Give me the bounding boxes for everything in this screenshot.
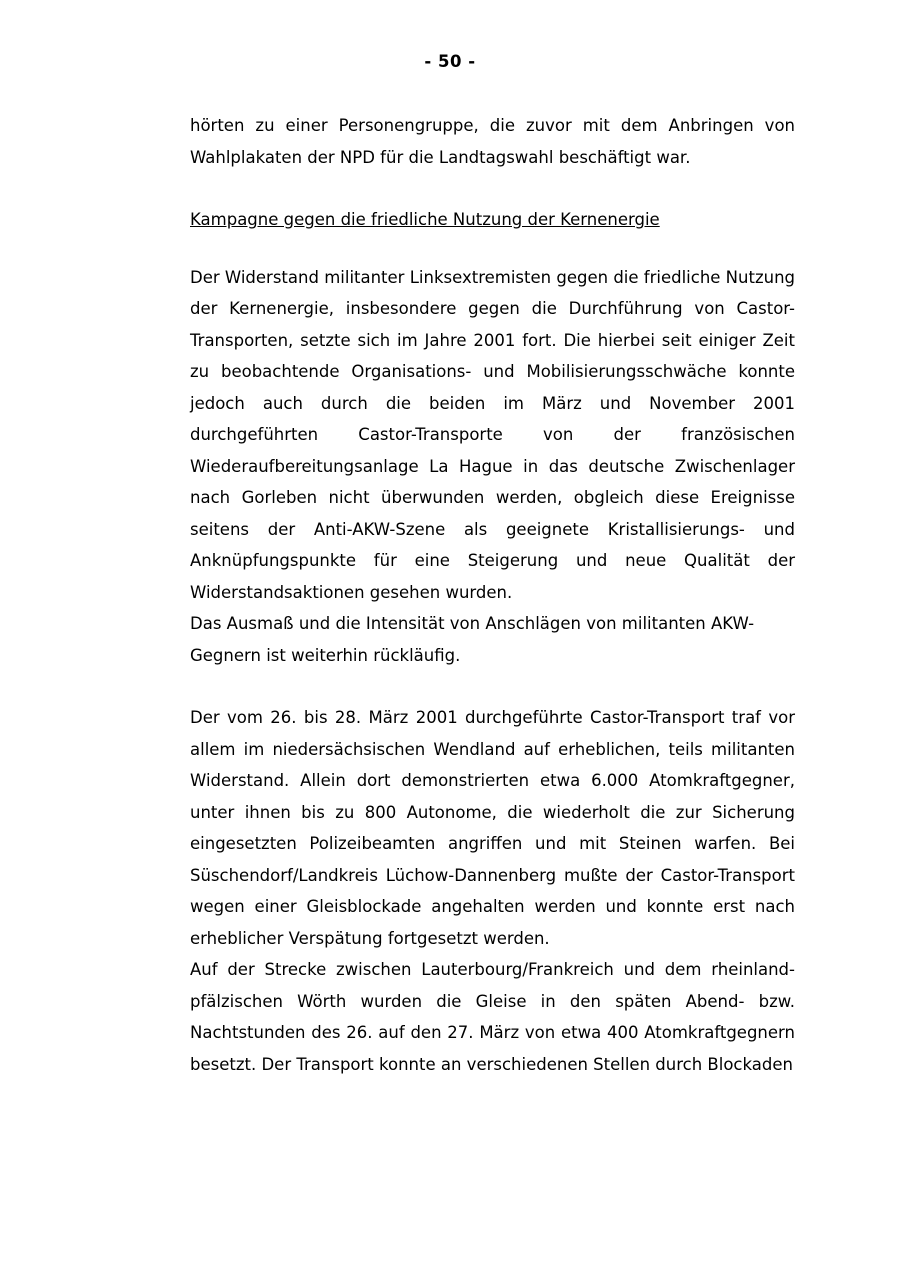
- spacer: [190, 236, 795, 262]
- paragraph-lauterbourg: Auf der Strecke zwischen Lauterbourg/Frankreich und dem rheinland-pfälzischen Wörth wurden die Gleise in den späten Abend- bzw. Nachtstunden des 26. auf den 27. März von etwa 400 Atomkraftgegnern besetzt. Der Transport konnte an verschiedenen Stellen durch Blockaden: [190, 960, 795, 1074]
- paragraph-wahlplakate: hörten zu einer Personengruppe, die zuvor mit dem Anbringen von Wahlplakaten der NPD für die Landtagswahl beschäftigt war.: [190, 116, 795, 167]
- section-heading-kampagne: Kampagne gegen die friedliche Nutzung der Kernenergie: [190, 210, 660, 229]
- page-number: - 50 -: [424, 52, 476, 71]
- spacer: [190, 671, 795, 702]
- paragraph-ausmass: Das Ausmaß und die Intensität von Anschlägen von militanten AKW-Gegnern ist weiterhin rückläufig.: [190, 614, 755, 665]
- paragraph-widerstand: Der Widerstand militanter Linksextremisten gegen die friedliche Nutzung der Kernenergie, insbesondere gegen die Durchführung von Castor-Transporten, setzte sich im Jahre 2001 fort. Die hierbei seit einiger Zeit zu beobachtende Organisations- und Mobilisierungsschwäche konnte jedoch auch durch die beiden im März und November 2001 durchgeführten Castor-Transporte von der französischen Wiederaufbereitungsanlage La Hague in das deutsche Zwischenlager nach Gorleben nicht überwunden werden, obgleich diese Ereignisse seitens der Anti-AKW-Szene als geeignete Kristallisierungs- und Anknüpfungspunkte für eine Steigerung und neue Qualität der Widerstandsaktionen gesehen wurden.: [190, 267, 795, 602]
- paragraph-maerz-transport: Der vom 26. bis 28. März 2001 durchgeführte Castor-Transport traf vor allem im niedersächsischen Wendland auf erheblichen, teils militanten Widerstand. Allein dort demonstrierten etwa 6.000 Atomkraftgegner, unter ihnen bis zu 800 Autonome, die wiederholt die zur Sicherung eingesetzten Polizeibeamten angriffen und mit Steinen warfen. Bei Süschendorf/Landkreis Lüchow-Dannenberg mußte der Castor-Transport wegen einer Gleisblockade angehalten werden und konnte erst nach erheblicher Verspätung fortgesetzt werden.: [190, 708, 795, 948]
- spacer: [190, 173, 795, 204]
- page-content: [190, 110, 795, 1080]
